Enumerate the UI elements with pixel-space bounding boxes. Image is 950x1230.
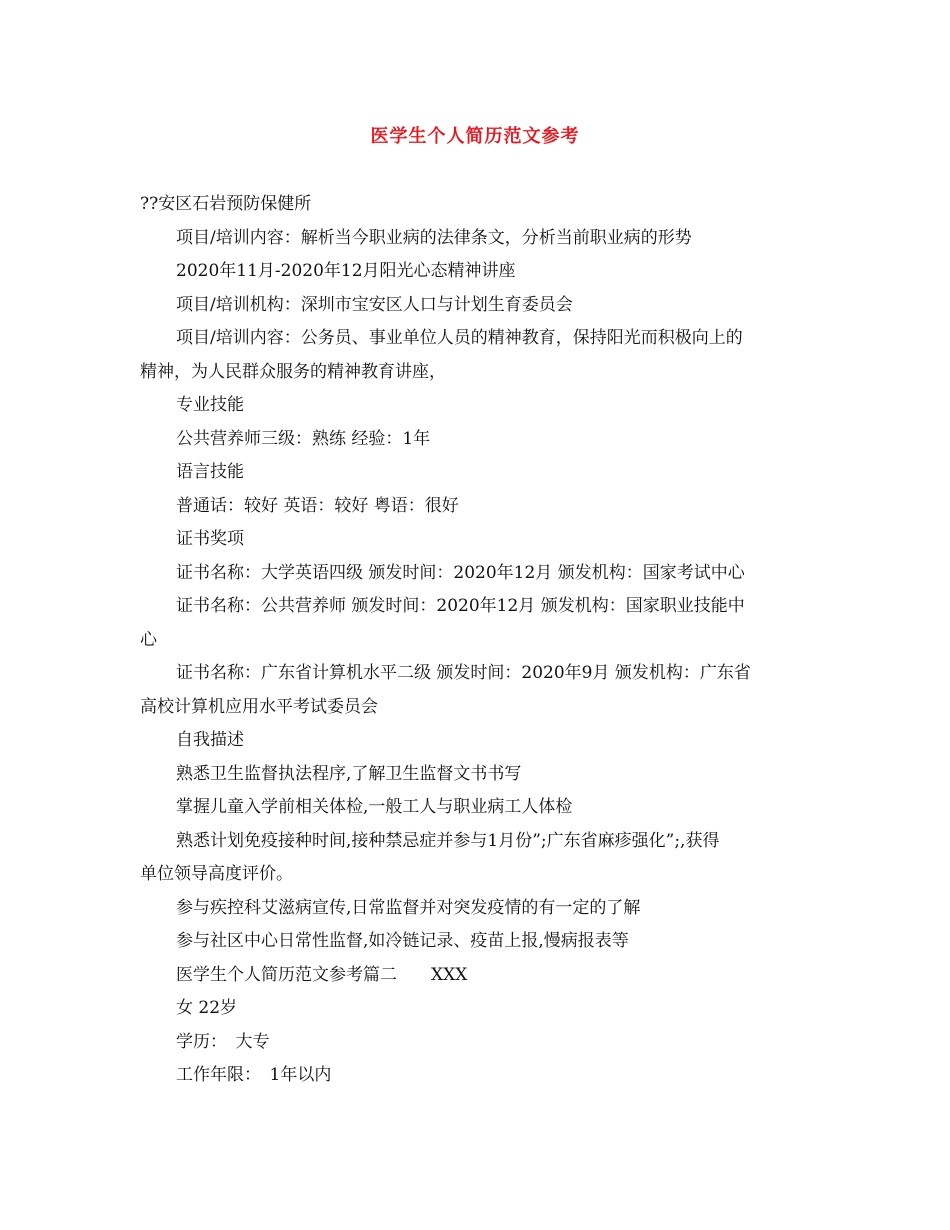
text-line: 精神，为人民群众服务的精神教育讲座， (140, 361, 446, 382)
text-line: 女 22岁 (176, 998, 238, 1018)
text-line: 单位领导高度评价。 (140, 864, 293, 884)
text-line: 证书名称：大学英语四级 颁发时间：2020年12月 颁发机构：国家考试中心 (176, 562, 745, 583)
text-line: 项目/培训机构：深圳市宝安区人口与计划生育委员会 (176, 294, 573, 315)
text-line: 证书奖项 (176, 529, 244, 549)
text-line: 熟悉卫生监督执法程序,了解卫生监督文书书写 (176, 763, 522, 784)
text-line: 熟悉计划免疫接种时间,接种禁忌症并参与1月份”;广东省麻疹强化”;,获得 (176, 830, 720, 851)
text-line: 心 (140, 629, 157, 650)
text-line: 掌握儿童入学前相关体检,一般工人与职业病工人体检 (176, 797, 573, 817)
text-line: 公共营养师三级：熟练 经验：1年 (176, 428, 431, 449)
text-line: 医学生个人简历范文参考篇二 XXX (176, 964, 468, 985)
text-line: 项目/培训内容：解析当今职业病的法律条文，分析当前职业病的形势 (176, 227, 692, 248)
text-line: ??安区石岩预防保健所 (140, 194, 312, 214)
text-line: 工作年限： 1年以内 (176, 1065, 332, 1085)
text-line: 证书名称：公共营养师 颁发时间：2020年12月 颁发机构：国家职业技能中 (176, 596, 745, 616)
text-line: 参与疾控科艾滋病宣传,日常监督并对突发疫情的有一定的了解 (176, 897, 641, 918)
text-line: 证书名称：广东省计算机水平二级 颁发时间：2020年9月 颁发机构：广东省 (176, 663, 751, 683)
text-line: 学历： 大专 (176, 1031, 270, 1052)
text-line: 专业技能 (176, 395, 244, 415)
text-line: 普通话：较好 英语：较好 粤语：很好 (176, 495, 459, 516)
text-line: 参与社区中心日常性监督,如冷链记录、疫苗上报,慢病报表等 (176, 931, 629, 951)
text-line: 语言技能 (176, 462, 244, 482)
text-line: 项目/培训内容：公务员、事业单位人员的精神教育，保持阳光而积极向上的 (176, 328, 743, 348)
document-body (140, 188, 815, 1093)
text-line: 2020年11月-2020年12月阳光心态精神讲座 (176, 261, 516, 281)
text-line: 高校计算机应用水平考试委员会 (140, 696, 378, 717)
document-title: 医学生个人简历范文参考 (370, 126, 580, 147)
text-line: 自我描述 (176, 730, 244, 750)
